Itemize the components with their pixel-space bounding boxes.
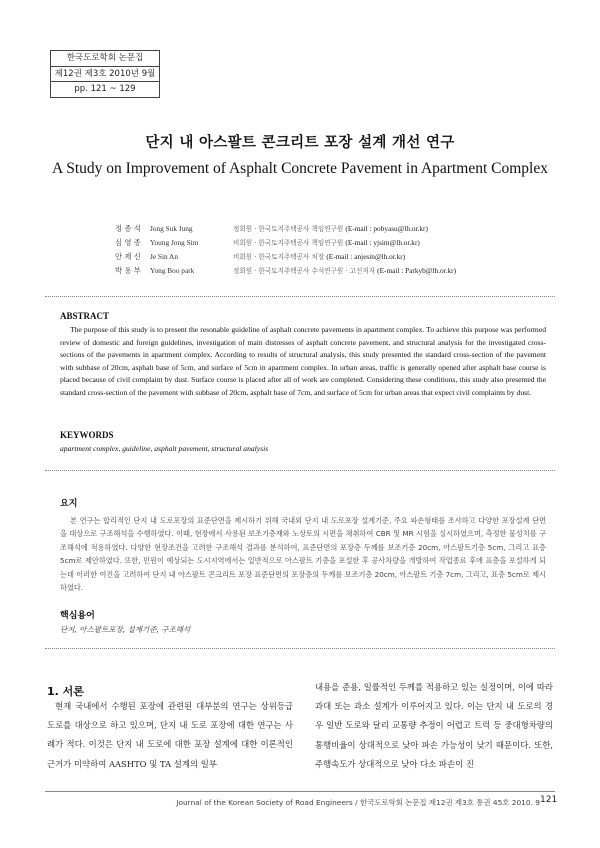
author-affiliation bbox=[233, 250, 405, 264]
keywords-ko-heading: 핵심용어 bbox=[60, 611, 95, 621]
divider bbox=[45, 648, 555, 649]
author-row bbox=[115, 236, 456, 250]
journal-name: 한국도로학회 논문집 bbox=[51, 51, 159, 67]
author-affiliation-text: 비회원 · 한국토지주택공사 처장 bbox=[233, 253, 325, 261]
title-english: A Study on Improvement of Asphalt Concrete Pavement in Apartment Complex bbox=[52, 160, 548, 177]
author-list bbox=[115, 222, 456, 278]
abstract-text: The purpose of this study is to present the resonable guideline of asphalt concrete pavements in apartment complex. To achieve this purpose was performed review of domestic and foreign guidelines, investigation of main distresses of asphalt concrete pavement, and structural analysis for the investigated cross-sections of the pavements in apartment complex. According to results of structural analysis, this study presented the standard cross-section of the pavement with subbase of 20cm, asphalt base of 5cm, and surface of 5cm in apartment complex. In urban areas, traffic is generally opened after asphalt base course is placed because of civil complaint by dust. Surface course is placed after all of work are completed. Considering these conditions, this study also presented the standard cross-section of the pavement with subbase of 20cm, asphalt base of 7cm, and surface of 5cm for urban areas that expect civil complaints by dust. bbox=[60, 325, 546, 397]
author-row bbox=[115, 264, 456, 278]
section-heading-introduction: 1. 서론 bbox=[47, 685, 84, 698]
abstract-body bbox=[60, 324, 546, 400]
divider bbox=[45, 470, 555, 471]
author-affiliation-text: 정회원 · 한국토지주택공사 수석연구원 · 고신저자 bbox=[233, 267, 376, 275]
footer-text: Journal of the Korean Society of Road Engineers / 한국도로학회 논문집 제12권 제3호 통권 45호 2010. 9 bbox=[176, 798, 540, 807]
author-name-en: Yong Boo park bbox=[150, 266, 195, 275]
journal-info-box bbox=[50, 50, 160, 98]
footer-rule bbox=[45, 791, 555, 792]
author-name-ko: 박 용 부 bbox=[115, 266, 141, 275]
abstract-ko-heading: 요지 bbox=[60, 499, 78, 509]
author-affiliation bbox=[233, 264, 456, 278]
keywords-heading: KEYWORDS bbox=[60, 430, 114, 440]
author-name-ko: 심 영 종 bbox=[115, 238, 141, 247]
intro-text-left: 현재 국내에서 수행된 포장에 관련된 대부분의 연구는 상위등급 도로를 대상으로 하고 있으며, 단지 내 도로 포장에 대한 연구는 사례가 적다. 이것은 단지 내 도로에 대한 포장 설계에 대한 이론적인 근거가 미약하여 AASHTO 및 TA 설계의 일부 bbox=[47, 701, 293, 769]
author-email: (E-mail : pobyasu@lh.or.kr) bbox=[345, 224, 428, 233]
keywords-text: apartment complex, guideline, asphalt pavement, structural analysis bbox=[60, 444, 269, 453]
author-affiliation bbox=[233, 236, 420, 250]
abstract-ko-text: 본 연구는 합리적인 단지 내 도로포장의 표준단면을 제시하기 위해 국내외 단지 내 도로포장 설계기준, 주요 파손형태를 조사하고 다양한 포장설계 단면을 대상으로 구조해석을 수행하였다. 이때, 현장에서 사용된 보조기층재와 노상토의 시편을 채취하여 CBR 및 MR 시험을 실시하였으며, 측정한 물성치를 구조해석에 적용하였다. 다양한 현장조건을 고려한 구조해석 결과를 분석하여, 표준단면의 포장층 두께를 보조기층 20cm, 아스팔트기층 5cm, 그리고 표층 5cm로 제안하였다. 또한, 민원이 예상되는 도시지역에서는 일반적으로 아스팔트 기층을 포설한 후 공사차량을 개방하여 작업종료 후에 표층을 포설하게 되는데 이러한 여건을 고려하여 단지 내 아스팔트 콘크리트 포장 표준단면의 포장층의 두께를 보조기층 20cm, 아스팔트 기층 7cm, 그리고, 표층 5cm로 제시하였다. bbox=[60, 516, 546, 593]
author-email: (E-mail : Parkyb@lh.or.kr) bbox=[377, 266, 457, 275]
author-name-en: Young Jong Sim bbox=[150, 238, 199, 247]
title-korean: 단지 내 아스팔트 콘크리트 포장 설계 개선 연구 bbox=[145, 135, 455, 151]
journal-issue: 제12권 제3호 2010년 9월 bbox=[51, 67, 159, 83]
author-email: (E-mail : anjesin@lh.or.kr) bbox=[326, 252, 406, 261]
author-affiliation bbox=[233, 222, 428, 236]
body-column-right bbox=[315, 678, 553, 774]
author-email: (E-mail : yjsim@lh.or.kr) bbox=[345, 238, 420, 247]
author-row bbox=[115, 250, 456, 264]
abstract-ko-body bbox=[60, 514, 546, 594]
intro-text-right: 내용을 준용, 일률적인 두께를 적용하고 있는 실정이며, 이에 따라 과대 또는 과소 설계가 이루어지고 있다. 이는 단지 내 도로의 경우 일반 도로와 달리 교통량 추정이 어렵고 트럭 등 중대형차량의 통행비율이 상대적으로 낮아 파손 가능성이 낮기 때문이다. 또한, 주행속도가 상대적으로 낮아 다소 파손이 진 bbox=[315, 682, 553, 769]
journal-pages: pp. 121 ~ 129 bbox=[74, 84, 136, 94]
body-column-left bbox=[47, 697, 293, 774]
author-row bbox=[115, 222, 456, 236]
divider bbox=[45, 296, 555, 297]
author-name-en: Jong Suk Jung bbox=[150, 224, 193, 233]
author-affiliation-text: 비회원 · 한국토지주택공사 책임연구원 bbox=[233, 239, 344, 247]
keywords-ko-text: 단지, 아스팔트포장, 설계기준, 구조해석 bbox=[60, 625, 191, 634]
page-number: 121 bbox=[540, 795, 558, 805]
author-name-ko: 정 종 석 bbox=[115, 224, 141, 233]
author-affiliation-text: 정회원 · 한국토지주택공사 책임연구원 bbox=[233, 225, 344, 233]
author-name-en: Je Sin An bbox=[150, 252, 178, 261]
author-name-ko: 안 제 신 bbox=[115, 252, 141, 261]
abstract-heading: ABSTRACT bbox=[60, 311, 110, 321]
